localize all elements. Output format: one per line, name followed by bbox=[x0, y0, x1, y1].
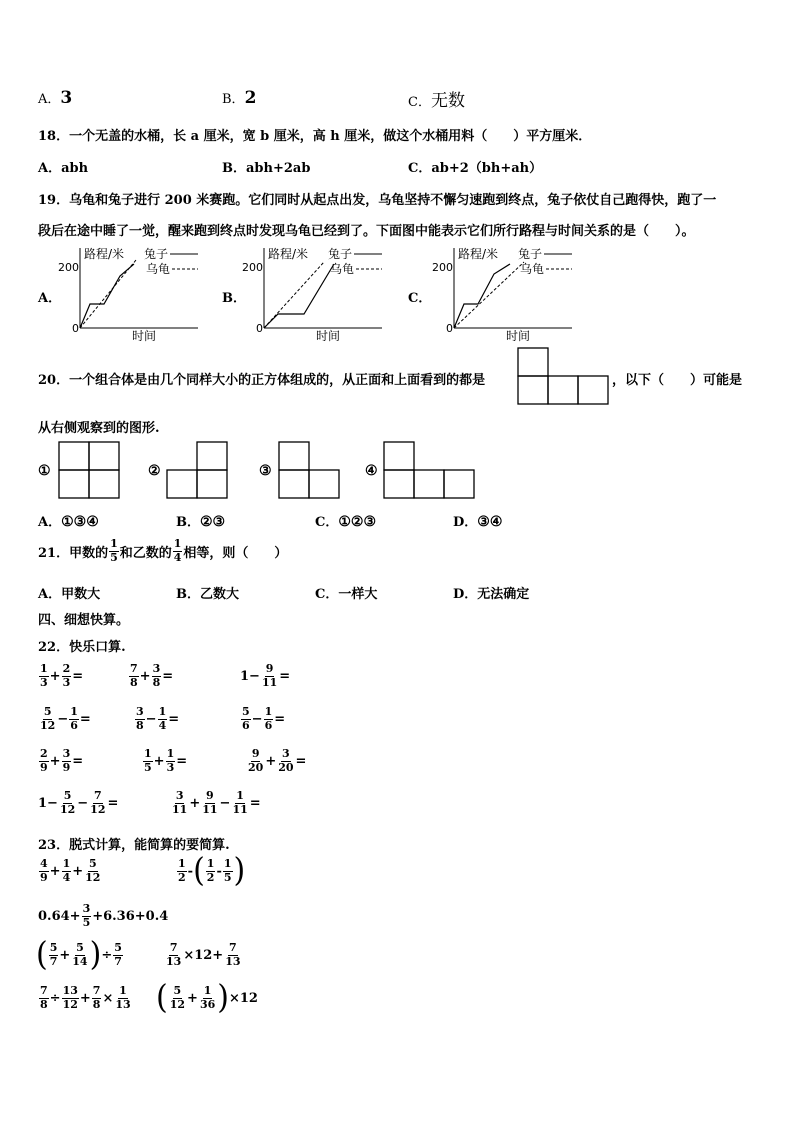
graph-a-ytick: 200 bbox=[58, 261, 79, 274]
graph-b-xlabel: 时间 bbox=[316, 329, 341, 343]
graph-c-turtle-label: 乌龟 bbox=[520, 262, 545, 276]
q18-option-b[interactable]: B．abh+2ab bbox=[222, 161, 311, 176]
graph-c-origin: 0 bbox=[446, 322, 453, 335]
q22-r3-expr-a: $\frac{2}{9}$ + $\frac{3}{9}$ = bbox=[40, 747, 84, 774]
q23-expr-3: 0.64+ $\frac{3}{5}$ +6.36+0.4 bbox=[38, 902, 169, 929]
q20-fig4-label: ④ bbox=[365, 463, 378, 479]
graph-b-origin: 0 bbox=[256, 322, 263, 335]
q17-option-c[interactable]: C．无数 bbox=[408, 91, 465, 111]
q19-option-a-label[interactable]: A． bbox=[38, 291, 62, 306]
q19-graph-b bbox=[242, 240, 392, 344]
q21-option-c[interactable]: C．一样大 bbox=[315, 587, 378, 602]
q23-expr-4: ( $\frac{5}{7}$ + $\frac{5}{14}$ ) ÷ $\frac{5}{7}$ bbox=[36, 935, 122, 974]
q19-option-b-label[interactable]: B． bbox=[222, 291, 246, 306]
q20-figure-1 bbox=[58, 441, 122, 501]
q22-r1-expr-c: 1 − $\frac{9}{11}$ = bbox=[240, 662, 291, 689]
q22-r1-expr-a: $\frac{1}{3}$ + $\frac{2}{3}$ = bbox=[40, 662, 84, 689]
q18-option-a[interactable]: A．abh bbox=[38, 161, 89, 176]
q22-r3-expr-b: $\frac{1}{5}$ + $\frac{1}{3}$ = bbox=[144, 747, 188, 774]
q20-stem-line1b: ，以下（ ）可能是 bbox=[612, 373, 743, 388]
graph-a-xlabel: 时间 bbox=[132, 329, 157, 343]
q21-option-a[interactable]: A．甲数大 bbox=[38, 587, 101, 602]
graph-c-xlabel: 时间 bbox=[506, 329, 531, 343]
q20-figure-4 bbox=[383, 441, 477, 501]
graph-b-turtle-label: 乌龟 bbox=[330, 262, 355, 276]
q21-option-d[interactable]: D．无法确定 bbox=[453, 587, 530, 602]
q17-option-b[interactable]: B．2 bbox=[222, 88, 257, 108]
q20-view-shape bbox=[517, 347, 611, 407]
q22-r4-expr-b: $\frac{3}{11}$ + $\frac{9}{11}$ − $\frac{1}{11}$ = bbox=[172, 789, 261, 816]
q20-figure-3 bbox=[278, 441, 342, 501]
q19-graph-a bbox=[58, 240, 208, 344]
q23-expr-2: $\frac{1}{2}$ - ( $\frac{1}{2}$ - $\frac{1}{5}$ ) bbox=[178, 851, 246, 890]
graph-a-turtle-label: 乌龟 bbox=[146, 262, 171, 276]
q20-option-a[interactable]: A．①③④ bbox=[38, 514, 99, 530]
q22-title: 22．快乐口算. bbox=[38, 640, 126, 655]
q23-expr-5: $\frac{7}{13}$ ×12+ $\frac{7}{13}$ bbox=[166, 941, 241, 968]
q19-option-c-label[interactable]: C． bbox=[408, 291, 432, 306]
q20-option-d[interactable]: D．③④ bbox=[453, 514, 503, 530]
q23-title: 23．脱式计算，能简算的要简算. bbox=[38, 838, 230, 853]
q20-fig2-label: ② bbox=[148, 463, 161, 479]
q22-r2-expr-c: $\frac{5}{6}$ − $\frac{1}{6}$ = bbox=[242, 705, 286, 732]
q21-fraction-2: $\frac{1}{4}$ bbox=[173, 537, 182, 564]
section-4-heading: 四、细想快算。 bbox=[38, 613, 130, 628]
q23-expr-6: $\frac{7}{8}$ ÷ $\frac{13}{12}$ + $\frac{7}{8}$ × $\frac{1}{13}$ bbox=[40, 984, 131, 1011]
graph-b-ylabel: 路程/米 bbox=[268, 247, 309, 261]
q22-r4-expr-a: 1 − $\frac{5}{12}$ − $\frac{7}{12}$ = bbox=[38, 789, 119, 816]
q22-r3-expr-c: $\frac{9}{20}$ + $\frac{3}{20}$ = bbox=[248, 747, 307, 774]
q22-r2-expr-b: $\frac{3}{8}$ − $\frac{1}{4}$ = bbox=[136, 705, 180, 732]
q18-stem: 18．一个无盖的水桶，长 a 厘米，宽 b 厘米，高 h 厘米，做这个水桶用料（ ）平方厘米． bbox=[38, 129, 592, 144]
q23-expr-1: $\frac{4}{9}$ + $\frac{1}{4}$ + $\frac{5}{12}$ bbox=[40, 857, 101, 884]
q20-fig1-label: ① bbox=[38, 463, 51, 479]
q17-option-a[interactable]: A．3 bbox=[38, 88, 73, 108]
q20-option-b[interactable]: B．②③ bbox=[176, 514, 226, 530]
graph-c-turtle-line bbox=[454, 262, 524, 328]
q19-stem-line1: 19．乌龟和兔子进行 200 米赛跑。它们同时从起点出发，乌龟坚持不懈匀速跑到终点，兔子依仗自己跑得快，跑了一 bbox=[38, 193, 717, 208]
graph-a-ylabel: 路程/米 bbox=[84, 247, 125, 261]
q20-figure-2 bbox=[166, 441, 230, 501]
q20-fig3-label: ③ bbox=[259, 463, 272, 479]
q20-option-c[interactable]: C．①②③ bbox=[315, 514, 377, 530]
q19-graph-c bbox=[432, 240, 582, 344]
q20-stem-line2: 从右侧观察到的图形. bbox=[38, 421, 160, 436]
graph-b-rabbit-line bbox=[264, 264, 334, 328]
q23-expr-7: ( $\frac{5}{12}$ + $\frac{1}{36}$ ) ×12 bbox=[156, 978, 258, 1017]
graph-c-rabbit-line bbox=[454, 264, 510, 328]
q21-stem: 21．甲数的 $\frac{1}{5}$ 和乙数的 $\frac{1}{4}$ 相等，则（ ） bbox=[38, 537, 288, 564]
graph-c-ylabel: 路程/米 bbox=[458, 247, 499, 261]
q20-stem-line1a: 20．一个组合体是由几个同样大小的正方体组成的，从正面和上面看到的都是 bbox=[38, 373, 486, 388]
graph-b-rabbit-label: 兔子 bbox=[328, 247, 353, 261]
q19-stem-line2: 段后在途中睡了一觉，醒来跑到终点时发现乌龟已经到了。下面图中能表示它们所行路程与时间关系的是（ ）。 bbox=[38, 224, 695, 239]
graph-a-origin: 0 bbox=[72, 322, 79, 335]
graph-c-ytick: 200 bbox=[432, 261, 453, 274]
q22-r2-expr-a: $\frac{5}{12}$ − $\frac{1}{6}$ = bbox=[40, 705, 91, 732]
graph-c-rabbit-label: 兔子 bbox=[518, 247, 543, 261]
q21-fraction-1: $\frac{1}{5}$ bbox=[110, 537, 118, 564]
graph-b-ytick: 200 bbox=[242, 261, 263, 274]
q22-r1-expr-b: $\frac{7}{8}$ + $\frac{3}{8}$ = bbox=[130, 662, 174, 689]
q21-option-b[interactable]: B．乙数大 bbox=[176, 587, 240, 602]
graph-a-rabbit-label: 兔子 bbox=[144, 247, 169, 261]
q18-option-c[interactable]: C．ab+2（bh+ah） bbox=[408, 161, 543, 176]
